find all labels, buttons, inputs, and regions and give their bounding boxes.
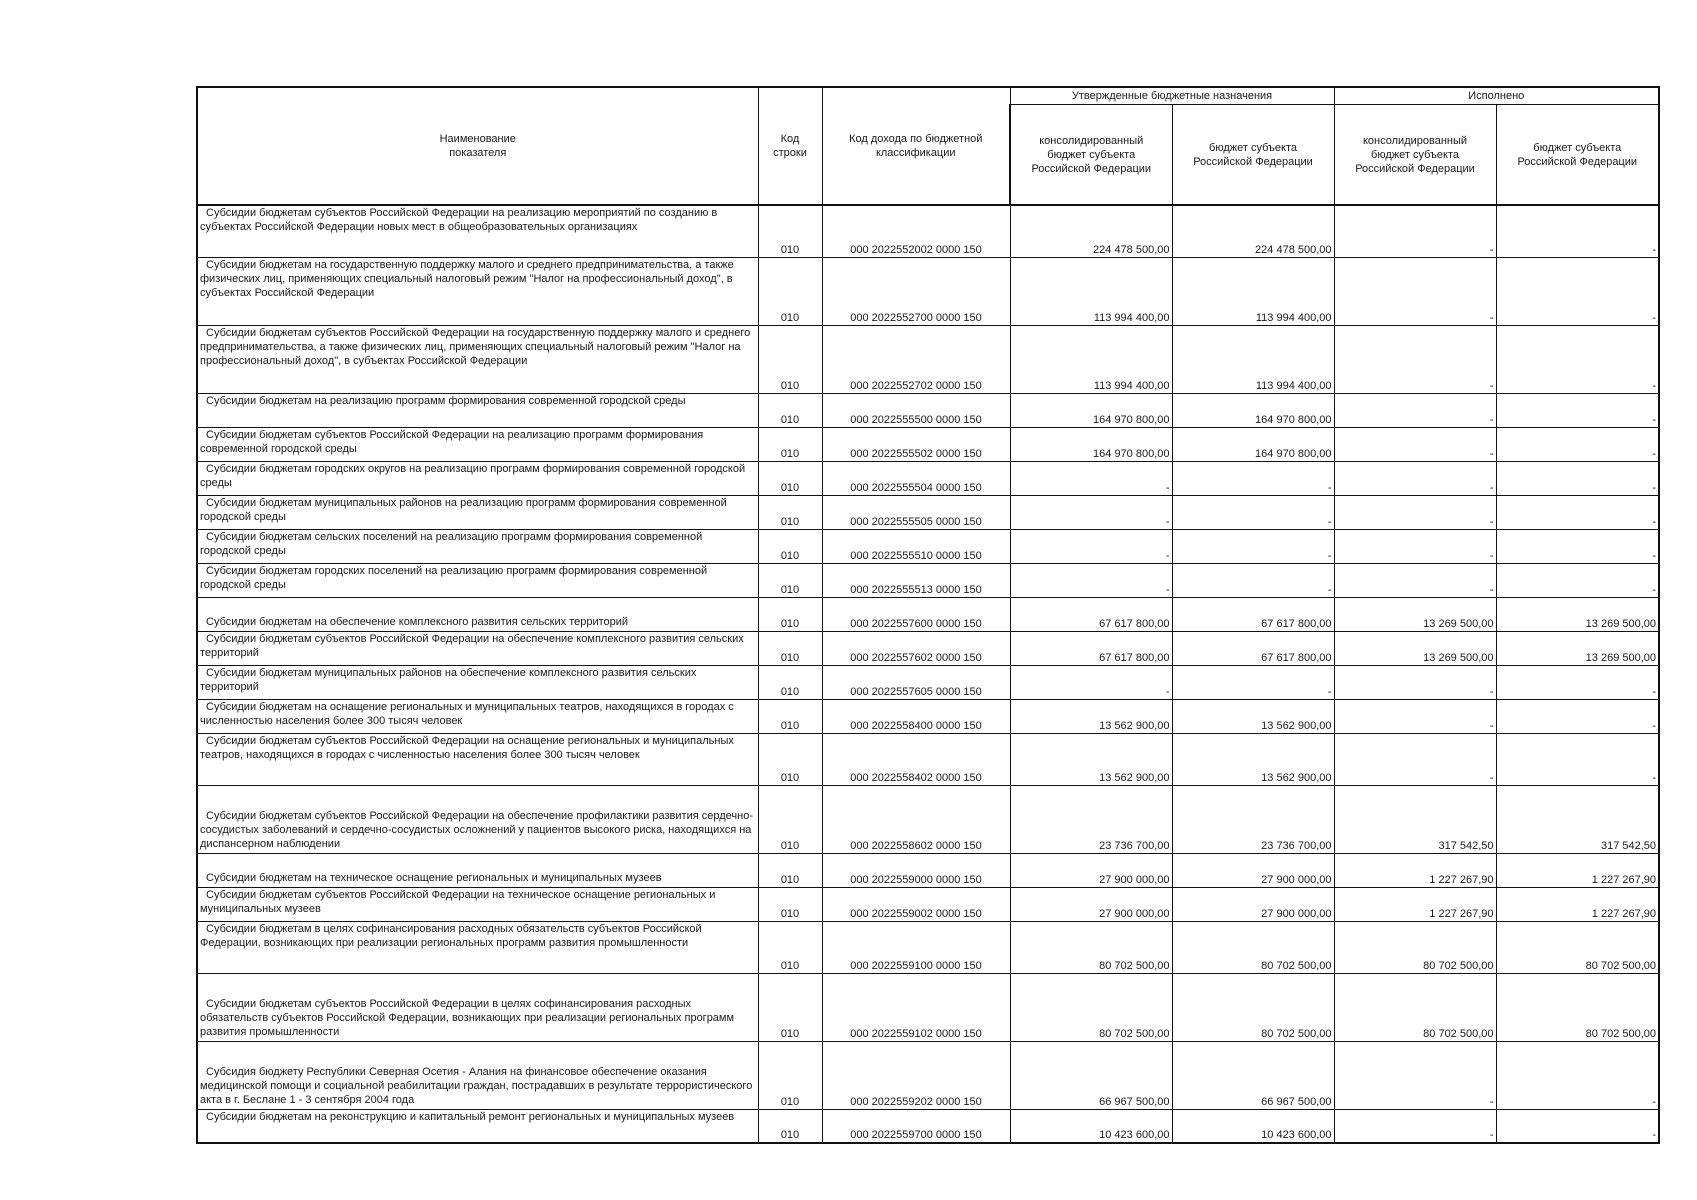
table-row [197,393,1659,427]
row-income-code: 000 2022558400 0000 150 [822,699,1010,733]
row-executed-consolidated: - [1334,427,1496,461]
row-executed-subject: 1 227 267,90 [1496,887,1659,921]
row-line-code: 010 [758,257,822,325]
row-line-code: 010 [758,529,822,563]
row-name: Субсидии бюджетам сельских поселений на реализацию программ формирования современной городской среды [197,529,758,563]
row-income-code: 000 2022555505 0000 150 [822,495,1010,529]
row-executed-consolidated: - [1334,461,1496,495]
row-approved-subject: 66 967 500,00 [1172,1041,1334,1109]
row-name: Субсидии бюджетам городских поселений на реализацию программ формирования современной городской среды [197,563,758,597]
row-name: Субсидии бюджетам в целях софинансирования расходных обязательств субъектов Российской Федерации, возникающих при реализации региональных программ развития промышленности [197,921,758,973]
row-line-code: 010 [758,325,822,393]
table-row [197,563,1659,597]
row-line-code: 010 [758,393,822,427]
row-approved-subject: 80 702 500,00 [1172,973,1334,1041]
row-approved-consolidated: 80 702 500,00 [1010,921,1172,973]
table-row [197,427,1659,461]
table-row [197,597,1659,631]
row-approved-consolidated: 224 478 500,00 [1010,205,1172,257]
row-executed-subject: 80 702 500,00 [1496,973,1659,1041]
row-line-code: 010 [758,631,822,665]
row-approved-consolidated: 164 970 800,00 [1010,427,1172,461]
row-executed-subject: 80 702 500,00 [1496,921,1659,973]
row-line-code: 010 [758,1041,822,1109]
row-approved-consolidated: 23 736 700,00 [1010,785,1172,853]
row-executed-subject: - [1496,733,1659,785]
row-executed-consolidated: - [1334,699,1496,733]
row-executed-subject: 317 542,50 [1496,785,1659,853]
row-line-code: 010 [758,563,822,597]
row-approved-consolidated: 27 900 000,00 [1010,887,1172,921]
row-income-code: 000 2022559102 0000 150 [822,973,1010,1041]
row-approved-consolidated: 80 702 500,00 [1010,973,1172,1041]
row-executed-subject: - [1496,1041,1659,1109]
row-income-code: 000 2022557600 0000 150 [822,597,1010,631]
row-name: Субсидии бюджетам на реконструкцию и капитальный ремонт региональных и муниципальных музеев [197,1109,758,1143]
row-name: Субсидии бюджетам городских округов на реализацию программ формирования современной городской среды [197,461,758,495]
row-income-code: 000 2022552700 0000 150 [822,257,1010,325]
table-row [197,529,1659,563]
row-line-code: 010 [758,495,822,529]
row-executed-subject: - [1496,1109,1659,1143]
row-income-code: 000 2022559002 0000 150 [822,887,1010,921]
row-executed-consolidated: - [1334,665,1496,699]
row-executed-subject: - [1496,393,1659,427]
row-name: Субсидии бюджетам на оснащение региональных и муниципальных театров, находящихся в городах с численностью населения более 300 тысяч человек [197,699,758,733]
row-income-code: 000 2022552002 0000 150 [822,205,1010,257]
row-approved-subject: 67 617 800,00 [1172,597,1334,631]
row-approved-subject: - [1172,461,1334,495]
row-approved-subject: - [1172,495,1334,529]
row-name: Субсидии бюджетам субъектов Российской Федерации на оснащение региональных и муниципальных театров, находящихся в городах с численностью населения более 300 тысяч человек [197,733,758,785]
row-executed-subject: - [1496,427,1659,461]
row-executed-consolidated: - [1334,393,1496,427]
row-approved-consolidated: - [1010,665,1172,699]
row-executed-subject: - [1496,325,1659,393]
budget-execution-table [196,86,1660,1144]
row-line-code: 010 [758,921,822,973]
row-approved-subject: 27 900 000,00 [1172,887,1334,921]
row-line-code: 010 [758,887,822,921]
table-row [197,973,1659,1041]
row-name: Субсидии бюджетам муниципальных районов на обеспечение комплексного развития сельских территорий [197,665,758,699]
row-executed-consolidated: 1 227 267,90 [1334,853,1496,887]
row-approved-consolidated: 67 617 800,00 [1010,597,1172,631]
row-income-code: 000 2022559000 0000 150 [822,853,1010,887]
row-approved-subject: 113 994 400,00 [1172,257,1334,325]
row-executed-consolidated: 80 702 500,00 [1334,973,1496,1041]
table-row [197,631,1659,665]
row-line-code: 010 [758,973,822,1041]
row-executed-subject: - [1496,257,1659,325]
row-approved-consolidated: - [1010,563,1172,597]
row-executed-consolidated: - [1334,529,1496,563]
row-approved-subject: 113 994 400,00 [1172,325,1334,393]
row-name: Субсидии бюджетам субъектов Российской Федерации на обеспечение комплексного развития сельских территорий [197,631,758,665]
table-row [197,495,1659,529]
row-approved-subject: 224 478 500,00 [1172,205,1334,257]
row-approved-consolidated: 164 970 800,00 [1010,393,1172,427]
header-approved-consolidated: консолидированный бюджет субъекта Российской Федерации [1010,105,1172,206]
row-approved-subject: - [1172,665,1334,699]
row-income-code: 000 2022555502 0000 150 [822,427,1010,461]
row-name: Субсидии бюджетам муниципальных районов на реализацию программ формирования современной городской среды [197,495,758,529]
row-line-code: 010 [758,785,822,853]
row-approved-subject: 23 736 700,00 [1172,785,1334,853]
row-executed-subject: 1 227 267,90 [1496,853,1659,887]
row-approved-consolidated: 66 967 500,00 [1010,1041,1172,1109]
header-executed: Исполнено [1334,87,1659,105]
table-row [197,785,1659,853]
row-income-code: 000 2022558602 0000 150 [822,785,1010,853]
row-line-code: 010 [758,733,822,785]
table-row [197,257,1659,325]
header-approved: Утвержденные бюджетные назначения [1010,87,1334,105]
row-name: Субсидии бюджетам субъектов Российской Федерации в целях софинансирования расходных обязательств субъектов Российской Федерации, возникающих при реализации региональных программ развития промышленности [197,973,758,1041]
row-approved-subject: 10 423 600,00 [1172,1109,1334,1143]
row-approved-consolidated: 67 617 800,00 [1010,631,1172,665]
row-name: Субсидии бюджетам субъектов Российской Федерации на техническое оснащение региональных и муниципальных музеев [197,887,758,921]
row-executed-subject: - [1496,495,1659,529]
row-executed-consolidated: - [1334,257,1496,325]
row-approved-subject: 13 562 900,00 [1172,733,1334,785]
row-line-code: 010 [758,1109,822,1143]
row-executed-consolidated: - [1334,1109,1496,1143]
row-executed-subject: 13 269 500,00 [1496,631,1659,665]
row-executed-subject: - [1496,665,1659,699]
row-executed-consolidated: 13 269 500,00 [1334,597,1496,631]
row-executed-consolidated: - [1334,1041,1496,1109]
row-line-code: 010 [758,665,822,699]
row-line-code: 010 [758,597,822,631]
row-approved-consolidated: - [1010,495,1172,529]
row-executed-subject: - [1496,563,1659,597]
row-income-code: 000 2022555500 0000 150 [822,393,1010,427]
table-row [197,853,1659,887]
row-approved-subject: 27 900 000,00 [1172,853,1334,887]
row-name: Субсидии бюджетам субъектов Российской Федерации на реализацию мероприятий по созданию в субъектах Российской Федерации новых мест в общеобразовательных организациях [197,205,758,257]
row-approved-subject: 164 970 800,00 [1172,427,1334,461]
row-executed-consolidated: - [1334,495,1496,529]
header-name: Наименование показателя [197,87,758,205]
row-income-code: 000 2022559202 0000 150 [822,1041,1010,1109]
header-income-code: Код дохода по бюджетной классификации [822,87,1010,205]
row-executed-consolidated: - [1334,205,1496,257]
table-row [197,921,1659,973]
row-executed-subject: - [1496,205,1659,257]
row-name: Субсидии бюджетам субъектов Российской Федерации на государственную поддержку малого и среднего предпринимательства, а также физических лиц, применяющих специальный налоговый режим "Налог на профессиональный доход", в субъектах Российской Федерации [197,325,758,393]
row-line-code: 010 [758,427,822,461]
row-line-code: 010 [758,461,822,495]
row-approved-subject: - [1172,529,1334,563]
row-income-code: 000 2022558402 0000 150 [822,733,1010,785]
row-income-code: 000 2022555513 0000 150 [822,563,1010,597]
row-name: Субсидии бюджетам на реализацию программ формирования современной городской среды [197,393,758,427]
row-approved-consolidated: 27 900 000,00 [1010,853,1172,887]
row-income-code: 000 2022559700 0000 150 [822,1109,1010,1143]
row-approved-subject: 13 562 900,00 [1172,699,1334,733]
row-name: Субсидии бюджетам субъектов Российской Федерации на обеспечение профилактики развития сердечно-сосудистых заболеваний и сердечно-сосудистых осложнений у пациентов высокого риска, находящихся на диспансерном наблюдении [197,785,758,853]
row-executed-consolidated: 1 227 267,90 [1334,887,1496,921]
row-income-code: 000 2022557605 0000 150 [822,665,1010,699]
row-approved-consolidated: 113 994 400,00 [1010,257,1172,325]
row-approved-subject: - [1172,563,1334,597]
table-row [197,887,1659,921]
row-executed-subject: - [1496,529,1659,563]
table-row [197,325,1659,393]
row-executed-subject: 13 269 500,00 [1496,597,1659,631]
table-row [197,205,1659,257]
row-name: Субсидия бюджету Республики Северная Осетия - Алания на финансовое обеспечение оказания медицинской помощи и социальной реабилитации граждан, пострадавших в результате террористического акта в г. Беслане 1 - 3 сентября 2004 года [197,1041,758,1109]
row-name: Субсидии бюджетам на государственную поддержку малого и среднего предпринимательства, а также физических лиц, применяющих специальный налоговый режим "Налог на профессиональный доход", в субъектах Российской Федерации [197,257,758,325]
row-name: Субсидии бюджетам субъектов Российской Федерации на реализацию программ формирования современной городской среды [197,427,758,461]
row-executed-consolidated: 80 702 500,00 [1334,921,1496,973]
table-row [197,733,1659,785]
row-name: Субсидии бюджетам на техническое оснащение региональных и муниципальных музеев [197,853,758,887]
row-income-code: 000 2022559100 0000 150 [822,921,1010,973]
report-sheet [196,86,1660,1144]
row-executed-consolidated: - [1334,563,1496,597]
row-name: Субсидии бюджетам на обеспечение комплексного развития сельских территорий [197,597,758,631]
table-body [197,205,1659,1143]
row-approved-consolidated: - [1010,461,1172,495]
table-header [197,87,1659,205]
row-executed-consolidated: - [1334,733,1496,785]
table-row [197,1109,1659,1143]
row-income-code: 000 2022555510 0000 150 [822,529,1010,563]
row-executed-consolidated: 13 269 500,00 [1334,631,1496,665]
row-approved-consolidated: - [1010,529,1172,563]
row-approved-subject: 80 702 500,00 [1172,921,1334,973]
row-income-code: 000 2022552702 0000 150 [822,325,1010,393]
row-approved-consolidated: 13 562 900,00 [1010,733,1172,785]
row-executed-consolidated: 317 542,50 [1334,785,1496,853]
table-row [197,1041,1659,1109]
row-income-code: 000 2022557602 0000 150 [822,631,1010,665]
row-executed-consolidated: - [1334,325,1496,393]
row-executed-subject: - [1496,461,1659,495]
table-row [197,699,1659,733]
row-income-code: 000 2022555504 0000 150 [822,461,1010,495]
row-approved-consolidated: 10 423 600,00 [1010,1109,1172,1143]
header-line-code: Код строки [758,87,822,205]
header-executed-consolidated: консолидированный бюджет субъекта Российской Федерации [1334,105,1496,206]
row-line-code: 010 [758,699,822,733]
header-executed-subject: бюджет субъекта Российской Федерации [1496,105,1659,206]
table-row [197,665,1659,699]
row-approved-consolidated: 113 994 400,00 [1010,325,1172,393]
table-row [197,461,1659,495]
row-approved-subject: 164 970 800,00 [1172,393,1334,427]
row-line-code: 010 [758,853,822,887]
row-approved-consolidated: 13 562 900,00 [1010,699,1172,733]
row-line-code: 010 [758,205,822,257]
row-approved-subject: 67 617 800,00 [1172,631,1334,665]
header-approved-subject: бюджет субъекта Российской Федерации [1172,105,1334,206]
row-executed-subject: - [1496,699,1659,733]
